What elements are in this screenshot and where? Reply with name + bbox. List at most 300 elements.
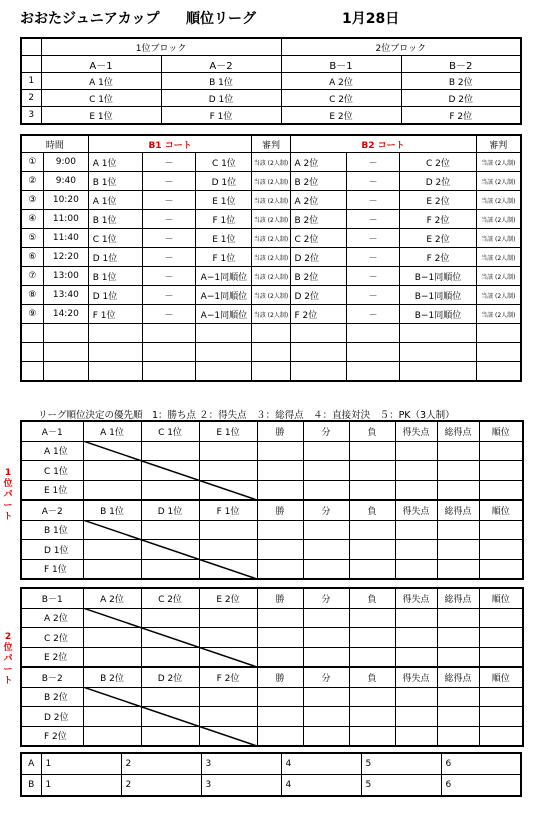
result-cell xyxy=(257,726,303,746)
court1-team-a: B 1位 xyxy=(88,210,142,229)
block-cell: E 2位 xyxy=(281,107,401,125)
match-number: ② xyxy=(21,172,43,191)
empty-cell xyxy=(196,324,252,343)
court1-team-b: A−1同順位 xyxy=(196,267,252,286)
court2-team-a: B 2位 xyxy=(290,172,346,191)
block-row xyxy=(21,73,521,90)
court2-team-a: F 2位 xyxy=(290,305,346,324)
result-cell xyxy=(303,480,349,500)
result-cell xyxy=(479,707,523,727)
court1-team-b: C 1位 xyxy=(196,153,252,172)
empty-cell xyxy=(88,324,142,343)
result-cell xyxy=(395,441,437,461)
empty-cell xyxy=(142,343,196,362)
court1-team-b: A−1同順位 xyxy=(196,286,252,305)
result-cell xyxy=(141,726,199,746)
result-cell xyxy=(437,480,479,500)
court1-dash: － xyxy=(142,229,196,248)
empty-row xyxy=(21,324,521,343)
result-cell xyxy=(349,441,395,461)
stat-header: 分 xyxy=(303,500,349,520)
league-col-team: B 2位 xyxy=(83,667,141,687)
final-row xyxy=(21,775,521,797)
final-place: 2 xyxy=(121,753,201,775)
row-no: 2 xyxy=(21,90,41,107)
final-table xyxy=(20,752,522,797)
result-cell xyxy=(349,520,395,540)
empty-cell xyxy=(252,324,290,343)
result-cell xyxy=(83,647,141,667)
match-number: ⑦ xyxy=(21,267,43,286)
row-no: 3 xyxy=(21,107,41,125)
match-time: 10:20 xyxy=(43,191,88,210)
stat-header: 負 xyxy=(349,421,395,441)
result-cell xyxy=(395,707,437,727)
league-col-team: F 1位 xyxy=(199,500,257,520)
block1-header: 1位ブロック xyxy=(41,38,281,56)
empty-cell xyxy=(43,362,88,382)
part1-label-text: 1 位 パ ー ト xyxy=(3,468,13,522)
court1-team-b: E 1位 xyxy=(196,229,252,248)
result-cell xyxy=(479,559,523,579)
final-place: 4 xyxy=(281,775,361,797)
empty-cell xyxy=(400,362,476,382)
match-row xyxy=(21,267,521,286)
final-row-label: B xyxy=(21,775,41,797)
stat-header: 負 xyxy=(349,588,395,608)
court2-referee: 当該 (2人制) xyxy=(476,191,521,210)
court1-team-a: F 1位 xyxy=(88,305,142,324)
court2-dash: － xyxy=(346,248,400,267)
court1-team-a: D 1位 xyxy=(88,248,142,267)
result-cell xyxy=(303,559,349,579)
match-time: 12:20 xyxy=(43,248,88,267)
result-cell xyxy=(437,707,479,727)
court2-referee: 当該 (2人制) xyxy=(476,172,521,191)
court1-dash: － xyxy=(142,305,196,324)
stat-header: 総得点 xyxy=(437,588,479,608)
result-cell xyxy=(257,707,303,727)
league-header-row xyxy=(21,667,523,687)
result-cell xyxy=(437,441,479,461)
league-box xyxy=(20,587,524,747)
league-name: A－1 xyxy=(21,421,83,441)
court1-team-a: A 1位 xyxy=(88,191,142,210)
result-cell xyxy=(199,608,257,628)
match-number: ⑤ xyxy=(21,229,43,248)
result-cell xyxy=(437,647,479,667)
result-cell xyxy=(479,441,523,461)
league-row-team: D 2位 xyxy=(21,707,83,727)
empty-cell xyxy=(21,362,43,382)
result-cell xyxy=(257,520,303,540)
match-number: ③ xyxy=(21,191,43,210)
court1-dash: － xyxy=(142,191,196,210)
result-cell xyxy=(349,559,395,579)
court2-team-b: F 2位 xyxy=(400,248,476,267)
result-cell xyxy=(199,726,257,746)
court1-referee: 当該 (2人制) xyxy=(252,286,290,305)
stat-header: 勝 xyxy=(257,421,303,441)
stat-header: 順位 xyxy=(479,500,523,520)
final-place: 2 xyxy=(121,775,201,797)
league-col-team: D 1位 xyxy=(141,500,199,520)
block-cell: F 2位 xyxy=(401,107,521,125)
empty-row xyxy=(21,362,521,382)
block2-header: 2位ブロック xyxy=(281,38,521,56)
result-cell xyxy=(83,608,141,628)
match-time: 9:40 xyxy=(43,172,88,191)
league-team-row xyxy=(21,687,523,707)
result-cell xyxy=(141,520,199,540)
match-row xyxy=(21,305,521,324)
league-row-team: C 1位 xyxy=(21,461,83,481)
league-col-team: C 1位 xyxy=(141,421,199,441)
match-number: ⑧ xyxy=(21,286,43,305)
empty-cell xyxy=(346,343,400,362)
court2-team-a: D 2位 xyxy=(290,286,346,305)
result-cell xyxy=(479,726,523,746)
court2-team-b: B−1同順位 xyxy=(400,286,476,305)
result-cell xyxy=(479,628,523,648)
league-header-row xyxy=(21,588,523,608)
result-cell xyxy=(479,461,523,481)
result-cell xyxy=(395,520,437,540)
court1-dash: － xyxy=(142,248,196,267)
result-cell xyxy=(199,559,257,579)
league-team-row xyxy=(21,520,523,540)
empty-cell xyxy=(290,324,346,343)
stat-header: 勝 xyxy=(257,667,303,687)
final-place: 5 xyxy=(361,775,441,797)
league-name: B－2 xyxy=(21,667,83,687)
league-team-row xyxy=(21,707,523,727)
result-cell xyxy=(257,687,303,707)
result-cell xyxy=(479,520,523,540)
final-place: 1 xyxy=(41,753,121,775)
empty-cell xyxy=(346,362,400,382)
empty-cell xyxy=(142,362,196,382)
block-row xyxy=(21,107,521,125)
court1-team-b: A−1同順位 xyxy=(196,305,252,324)
result-cell xyxy=(199,628,257,648)
result-cell xyxy=(141,559,199,579)
block-row xyxy=(21,90,521,107)
result-cell xyxy=(257,647,303,667)
result-cell xyxy=(479,687,523,707)
result-cell xyxy=(349,707,395,727)
result-cell xyxy=(349,461,395,481)
league-row-team: E 2位 xyxy=(21,647,83,667)
part1-label xyxy=(2,468,14,523)
empty-cell xyxy=(400,343,476,362)
court1-dash: － xyxy=(142,172,196,191)
result-cell xyxy=(479,647,523,667)
col-b2: B－2 xyxy=(401,56,521,73)
court2-dash: － xyxy=(346,172,400,191)
league-header-row xyxy=(21,500,523,520)
stat-header: 得失点 xyxy=(395,500,437,520)
match-time: 11:40 xyxy=(43,229,88,248)
court2-referee: 当該 (2人制) xyxy=(476,305,521,324)
empty-cell xyxy=(290,343,346,362)
league-col-team: A 1位 xyxy=(83,421,141,441)
document-header xyxy=(0,6,540,28)
result-cell xyxy=(349,540,395,560)
empty-cell xyxy=(476,362,521,382)
result-cell xyxy=(141,647,199,667)
empty-cell xyxy=(21,324,43,343)
match-row xyxy=(21,153,521,172)
result-cell xyxy=(141,687,199,707)
empty-cell xyxy=(400,324,476,343)
match-time: 13:40 xyxy=(43,286,88,305)
court1-referee: 当該 (2人制) xyxy=(252,153,290,172)
court2-dash: － xyxy=(346,229,400,248)
time-header: 時間 xyxy=(21,135,88,153)
result-cell xyxy=(257,540,303,560)
result-cell xyxy=(257,441,303,461)
result-cell xyxy=(437,461,479,481)
ref2-header: 審判 xyxy=(476,135,521,153)
court1-referee: 当該 (2人制) xyxy=(252,248,290,267)
court1-team-a: A 1位 xyxy=(88,153,142,172)
stat-header: 順位 xyxy=(479,588,523,608)
empty-row xyxy=(21,343,521,362)
result-cell xyxy=(303,628,349,648)
final-place: 4 xyxy=(281,753,361,775)
final-place: 3 xyxy=(201,775,281,797)
result-cell xyxy=(257,461,303,481)
empty-cell xyxy=(476,343,521,362)
stat-header: 得失点 xyxy=(395,667,437,687)
result-cell xyxy=(141,540,199,560)
match-row xyxy=(21,229,521,248)
result-cell xyxy=(303,707,349,727)
empty-cell xyxy=(196,362,252,382)
court2-dash: － xyxy=(346,153,400,172)
col-a1: A－1 xyxy=(41,56,161,73)
result-cell xyxy=(437,520,479,540)
league-team-row xyxy=(21,559,523,579)
court1-team-b: D 1位 xyxy=(196,172,252,191)
priority-note: リーグ順位決定の優先順 1：勝ち点 ２：得失点 ３：総得点 ４：直接対決 ５：PK（3人制） xyxy=(38,410,455,421)
court2-team-a: B 2位 xyxy=(290,210,346,229)
court1-dash: － xyxy=(142,153,196,172)
court1-team-b: E 1位 xyxy=(196,191,252,210)
result-cell xyxy=(83,687,141,707)
court1-team-a: B 1位 xyxy=(88,267,142,286)
empty-cell xyxy=(290,362,346,382)
match-row xyxy=(21,210,521,229)
court2-team-a: A 2位 xyxy=(290,153,346,172)
result-cell xyxy=(199,540,257,560)
result-cell xyxy=(303,520,349,540)
court2-dash: － xyxy=(346,267,400,286)
court2-referee: 当該 (2人制) xyxy=(476,210,521,229)
result-cell xyxy=(349,608,395,628)
court1-dash: － xyxy=(142,210,196,229)
court1-team-a: D 1位 xyxy=(88,286,142,305)
result-cell xyxy=(199,707,257,727)
league-team-row xyxy=(21,628,523,648)
result-cell xyxy=(141,461,199,481)
court2-team-b: E 2位 xyxy=(400,191,476,210)
court2-referee: 当該 (2人制) xyxy=(476,286,521,305)
league-row-team: B 2位 xyxy=(21,687,83,707)
final-place: 6 xyxy=(441,775,521,797)
result-cell xyxy=(437,726,479,746)
court1-referee: 当該 (2人制) xyxy=(252,191,290,210)
ref1-header: 審判 xyxy=(252,135,290,153)
league-team-row xyxy=(21,608,523,628)
empty-cell xyxy=(43,343,88,362)
result-cell xyxy=(395,608,437,628)
court2-dash: － xyxy=(346,210,400,229)
result-cell xyxy=(141,441,199,461)
result-cell xyxy=(83,441,141,461)
stat-header: 総得点 xyxy=(437,421,479,441)
stat-header: 総得点 xyxy=(437,667,479,687)
match-number: ④ xyxy=(21,210,43,229)
court2-referee: 当該 (2人制) xyxy=(476,229,521,248)
final-row-label: A xyxy=(21,753,41,775)
result-cell xyxy=(395,480,437,500)
result-cell xyxy=(395,461,437,481)
league-team-row xyxy=(21,647,523,667)
stat-header: 負 xyxy=(349,667,395,687)
final-place: 6 xyxy=(441,753,521,775)
final-place: 3 xyxy=(201,753,281,775)
result-cell xyxy=(437,687,479,707)
league-team-row xyxy=(21,441,523,461)
final-place: 1 xyxy=(41,775,121,797)
result-cell xyxy=(199,461,257,481)
block-cell: B 1位 xyxy=(161,73,281,90)
result-cell xyxy=(349,647,395,667)
match-number: ⑥ xyxy=(21,248,43,267)
block-cell: D 1位 xyxy=(161,90,281,107)
col-b1: B－1 xyxy=(281,56,401,73)
stat-header: 総得点 xyxy=(437,500,479,520)
league-col-team: E 1位 xyxy=(199,421,257,441)
doc-subtitle: 順位リーグ xyxy=(186,11,256,27)
court2-team-a: A 2位 xyxy=(290,191,346,210)
stat-header: 分 xyxy=(303,588,349,608)
league-col-team: A 2位 xyxy=(83,588,141,608)
court2-dash: － xyxy=(346,286,400,305)
court1-team-a: B 1位 xyxy=(88,172,142,191)
result-cell xyxy=(83,628,141,648)
result-cell xyxy=(395,628,437,648)
league-col-team: D 2位 xyxy=(141,667,199,687)
result-cell xyxy=(303,647,349,667)
empty-cell xyxy=(252,362,290,382)
court1-dash: － xyxy=(142,286,196,305)
court2-team-b: B−1同順位 xyxy=(400,267,476,286)
final-row xyxy=(21,753,521,775)
empty-cell xyxy=(346,324,400,343)
empty-cell xyxy=(252,343,290,362)
court2-dash: － xyxy=(346,191,400,210)
league-row-team: C 2位 xyxy=(21,628,83,648)
result-cell xyxy=(437,608,479,628)
result-cell xyxy=(395,559,437,579)
court1-referee: 当該 (2人制) xyxy=(252,267,290,286)
block-cell: A 2位 xyxy=(281,73,401,90)
league-header-row xyxy=(21,421,523,441)
result-cell xyxy=(479,480,523,500)
empty-cell xyxy=(21,343,43,362)
result-cell xyxy=(141,628,199,648)
stat-header: 順位 xyxy=(479,421,523,441)
result-cell xyxy=(199,480,257,500)
stat-header: 順位 xyxy=(479,667,523,687)
doc-title: おおたジュニアカップ xyxy=(20,11,160,27)
result-cell xyxy=(83,559,141,579)
empty-cell xyxy=(196,343,252,362)
league-col-team: E 2位 xyxy=(199,588,257,608)
result-cell xyxy=(199,441,257,461)
result-cell xyxy=(479,608,523,628)
result-cell xyxy=(303,726,349,746)
result-cell xyxy=(437,540,479,560)
result-cell xyxy=(199,687,257,707)
stat-header: 勝 xyxy=(257,500,303,520)
stat-header: 得失点 xyxy=(395,421,437,441)
block-cell: A 1位 xyxy=(41,73,161,90)
result-cell xyxy=(437,559,479,579)
court2-team-b: D 2位 xyxy=(400,172,476,191)
court1-referee: 当該 (2人制) xyxy=(252,305,290,324)
stat-header: 勝 xyxy=(257,588,303,608)
league-team-row xyxy=(21,461,523,481)
result-cell xyxy=(257,628,303,648)
league-row-team: E 1位 xyxy=(21,480,83,500)
block-table xyxy=(20,37,522,125)
league-team-row xyxy=(21,480,523,500)
league-name: A－2 xyxy=(21,500,83,520)
match-time: 14:20 xyxy=(43,305,88,324)
court2-team-b: C 2位 xyxy=(400,153,476,172)
block-cell: C 2位 xyxy=(281,90,401,107)
match-row xyxy=(21,286,521,305)
result-cell xyxy=(141,608,199,628)
schedule-table xyxy=(20,134,522,382)
league-row-team: B 1位 xyxy=(21,520,83,540)
court1-header: B1 コート xyxy=(88,135,252,153)
result-cell xyxy=(83,726,141,746)
league-col-team: B 1位 xyxy=(83,500,141,520)
match-time: 13:00 xyxy=(43,267,88,286)
final-place: 5 xyxy=(361,753,441,775)
stat-header: 得失点 xyxy=(395,588,437,608)
result-cell xyxy=(479,540,523,560)
result-cell xyxy=(303,687,349,707)
stat-header: 分 xyxy=(303,421,349,441)
court2-team-a: D 2位 xyxy=(290,248,346,267)
court1-dash: － xyxy=(142,267,196,286)
result-cell xyxy=(83,707,141,727)
league-col-team: F 2位 xyxy=(199,667,257,687)
court2-team-a: C 2位 xyxy=(290,229,346,248)
result-cell xyxy=(141,707,199,727)
result-cell xyxy=(395,726,437,746)
part2-label xyxy=(2,632,14,687)
league-col-team: C 2位 xyxy=(141,588,199,608)
match-number: ① xyxy=(21,153,43,172)
court2-dash: － xyxy=(346,305,400,324)
